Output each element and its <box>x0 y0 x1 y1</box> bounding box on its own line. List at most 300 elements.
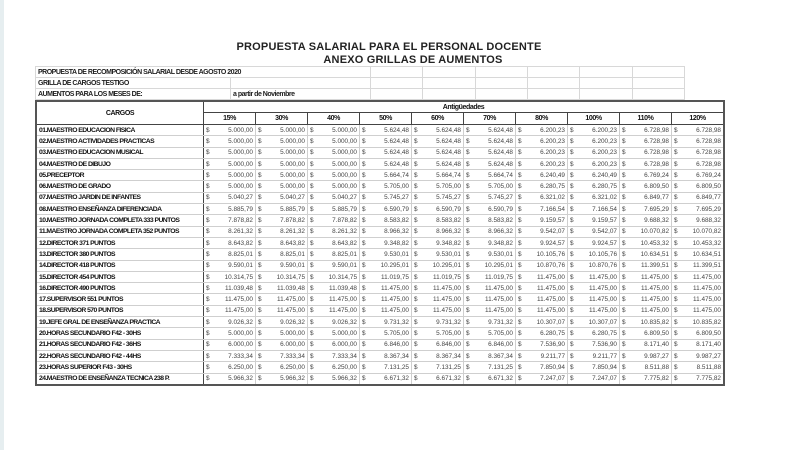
currency-symbol: $ <box>674 250 678 258</box>
salary-value: 8.643,82 <box>228 239 253 247</box>
salary-value: 7.775,82 <box>644 375 669 383</box>
salary-cell <box>204 215 256 226</box>
currency-symbol: $ <box>310 171 314 179</box>
cargo-name: 10.MAESTRO JORNADA COMPLETA 333 PUNTOS <box>36 215 204 226</box>
currency-symbol: $ <box>674 341 678 349</box>
currency-symbol: $ <box>206 137 210 145</box>
salary-value: 5.664,74 <box>436 171 461 179</box>
currency-symbol: $ <box>362 194 366 202</box>
salary-cell <box>412 317 464 328</box>
currency-symbol: $ <box>518 160 522 168</box>
salary-cell <box>620 328 672 339</box>
salary-value: 5.705,00 <box>384 183 409 191</box>
salary-cell <box>620 237 672 248</box>
salary-value: 8.261,32 <box>228 228 253 236</box>
currency-symbol: $ <box>258 307 262 315</box>
currency-symbol: $ <box>466 171 470 179</box>
salary-cell <box>516 283 568 294</box>
salary-cell <box>204 317 256 328</box>
currency-symbol: $ <box>518 329 522 337</box>
currency-symbol: $ <box>622 341 626 349</box>
currency-symbol: $ <box>674 205 678 213</box>
salary-cell <box>516 271 568 282</box>
currency-symbol: $ <box>674 329 678 337</box>
currency-symbol: $ <box>674 262 678 270</box>
cargo-name: 01.MAESTRO EDUCACION FISICA <box>36 125 204 136</box>
salary-value: 7.850,94 <box>540 363 565 371</box>
salary-cell <box>412 125 464 136</box>
currency-symbol: $ <box>570 239 574 247</box>
currency-symbol: $ <box>414 183 418 191</box>
currency-symbol: $ <box>362 296 366 304</box>
salary-cell <box>568 317 620 328</box>
salary-value: 8.825,01 <box>280 250 305 258</box>
salary-value: 11.475,00 <box>433 307 461 315</box>
salary-cell <box>464 271 516 282</box>
currency-symbol: $ <box>570 363 574 371</box>
salary-cell <box>672 271 725 282</box>
salary-value: 11.475,00 <box>589 284 617 292</box>
table-row <box>36 328 724 339</box>
currency-symbol: $ <box>518 262 522 270</box>
salary-cell <box>412 192 464 203</box>
cargo-name: 19.JEFE GRAL DE ENSEÑANZA PRACTICA <box>36 317 204 328</box>
currency-symbol: $ <box>570 329 574 337</box>
currency-symbol: $ <box>206 329 210 337</box>
salary-cell <box>568 260 620 271</box>
salary-value: 11.475,00 <box>641 273 669 281</box>
salary-cell <box>672 125 725 136</box>
salary-value: 9.530,01 <box>384 250 409 258</box>
salary-cell <box>360 294 412 305</box>
salary-cell <box>464 373 516 385</box>
cargo-name: 24.MAESTRO DE ENSEÑANZA TECNICA 238 P. <box>36 373 204 385</box>
salary-value: 7.878,82 <box>280 217 305 225</box>
salary-value: 6.200,23 <box>592 126 617 134</box>
cargo-name: 13.DIRECTOR 380 PUNTOS <box>36 249 204 260</box>
table-row <box>36 350 724 361</box>
document-title: PROPUESTA SALARIAL PARA EL PERSONAL DOCENTE <box>236 41 542 53</box>
salary-value: 8.171,40 <box>696 341 721 349</box>
salary-value: 6.590,79 <box>488 205 513 213</box>
currency-symbol: $ <box>206 250 210 258</box>
salary-cell <box>516 204 568 215</box>
salary-cell <box>568 181 620 192</box>
salary-cell <box>256 271 308 282</box>
table-row <box>36 305 724 316</box>
salary-cell <box>308 317 360 328</box>
currency-symbol: $ <box>466 318 470 326</box>
salary-cell <box>516 317 568 328</box>
currency-symbol: $ <box>622 329 626 337</box>
salary-cell <box>568 158 620 169</box>
salary-value: 6.846,00 <box>488 341 513 349</box>
currency-symbol: $ <box>518 375 522 383</box>
salary-value: 9.348,82 <box>488 239 513 247</box>
salary-cell <box>464 226 516 237</box>
salary-cell <box>308 328 360 339</box>
salary-value: 6.809,50 <box>696 329 721 337</box>
currency-symbol: $ <box>310 239 314 247</box>
salary-cell <box>464 237 516 248</box>
salary-cell <box>204 373 256 385</box>
salary-cell <box>464 204 516 215</box>
currency-symbol: $ <box>570 284 574 292</box>
salary-cell <box>672 136 725 147</box>
salary-value: 5.966,32 <box>228 375 253 383</box>
currency-symbol: $ <box>570 160 574 168</box>
currency-symbol: $ <box>570 205 574 213</box>
currency-symbol: $ <box>310 329 314 337</box>
currency-symbol: $ <box>414 160 418 168</box>
salary-cell <box>256 136 308 147</box>
table-row <box>36 294 724 305</box>
salary-value: 6.728,98 <box>696 160 721 168</box>
salary-value: 10.634,51 <box>640 250 669 258</box>
salary-value: 6.280,75 <box>540 329 565 337</box>
salary-value: 5.664,74 <box>488 171 513 179</box>
currency-symbol: $ <box>414 296 418 304</box>
salary-value: 5.624,48 <box>384 149 409 157</box>
currency-symbol: $ <box>258 329 262 337</box>
table-row <box>36 373 724 385</box>
salary-value: 9.530,01 <box>436 250 461 258</box>
salary-value: 7.695,29 <box>644 205 669 213</box>
salary-cell <box>412 249 464 260</box>
info-months-label: AUMENTOS PARA LOS MESES DE: <box>36 89 231 100</box>
salary-cell <box>672 260 725 271</box>
salary-cell <box>256 226 308 237</box>
salary-value: 6.200,23 <box>592 149 617 157</box>
currency-symbol: $ <box>518 284 522 292</box>
salary-cell <box>568 125 620 136</box>
currency-symbol: $ <box>570 375 574 383</box>
salary-value: 11.475,00 <box>693 307 721 315</box>
cargo-name: 22.HORAS SECUNDARIO F42 - 44HS <box>36 350 204 361</box>
salary-value: 11.475,00 <box>589 296 617 304</box>
salary-value: 5.705,00 <box>436 329 461 337</box>
salary-value: 6.321,02 <box>540 194 565 202</box>
salary-value: 8.825,01 <box>332 250 357 258</box>
salary-value: 9.211,77 <box>540 352 565 360</box>
salary-cell <box>672 294 725 305</box>
salary-cell <box>672 249 725 260</box>
salary-cell <box>672 215 725 226</box>
currency-symbol: $ <box>258 137 262 145</box>
currency-symbol: $ <box>466 296 470 304</box>
salary-cell <box>516 147 568 158</box>
salary-cell <box>672 373 725 385</box>
salary-value: 7.131,25 <box>436 363 461 371</box>
salary-cell <box>464 339 516 350</box>
salary-cell <box>620 226 672 237</box>
salary-value: 6.280,75 <box>592 329 617 337</box>
salary-value: 5.624,48 <box>384 126 409 134</box>
salary-value: 6.250,00 <box>332 363 357 371</box>
salary-cell <box>568 237 620 248</box>
currency-symbol: $ <box>414 284 418 292</box>
salary-cell <box>516 362 568 373</box>
salary-value: 5.040,27 <box>280 194 305 202</box>
salary-cell <box>516 226 568 237</box>
salary-value: 11.475,00 <box>433 284 461 292</box>
salary-cell <box>620 170 672 181</box>
salary-value: 11.475,00 <box>693 273 721 281</box>
cargo-name: 23.HORAS SUPERIOR F43 - 30HS <box>36 362 204 373</box>
currency-symbol: $ <box>258 217 262 225</box>
salary-value: 8.583,82 <box>384 217 409 225</box>
salary-value: 5.000,00 <box>332 183 357 191</box>
salary-value: 5.000,00 <box>228 329 253 337</box>
salary-value: 6.240,49 <box>592 171 617 179</box>
table-row <box>36 362 724 373</box>
currency-symbol: $ <box>466 273 470 281</box>
currency-symbol: $ <box>518 137 522 145</box>
salary-cell <box>672 170 725 181</box>
salary-cell <box>568 271 620 282</box>
salary-cell <box>516 339 568 350</box>
currency-symbol: $ <box>206 239 210 247</box>
currency-symbol: $ <box>310 273 314 281</box>
salary-cell <box>412 350 464 361</box>
salary-cell <box>568 362 620 373</box>
salary-cell <box>204 192 256 203</box>
currency-symbol: $ <box>466 363 470 371</box>
table-row <box>36 283 724 294</box>
currency-symbol: $ <box>310 284 314 292</box>
salary-value: 6.769,24 <box>696 171 721 179</box>
salary-value: 6.671,32 <box>488 375 513 383</box>
currency-symbol: $ <box>622 217 626 225</box>
document-subtitle: ANEXO GRILLAS DE AUMENTOS <box>323 54 503 66</box>
salary-value: 7.333,34 <box>280 352 305 360</box>
salary-value: 11.475,00 <box>485 296 513 304</box>
salary-value: 5.885,79 <box>332 205 357 213</box>
antiguedades-header: Antigüedades <box>204 101 725 113</box>
salary-cell <box>360 339 412 350</box>
currency-symbol: $ <box>362 183 366 191</box>
salary-value: 6.809,50 <box>644 183 669 191</box>
salary-cell <box>516 237 568 248</box>
currency-symbol: $ <box>570 318 574 326</box>
salary-cell <box>516 158 568 169</box>
salary-value: 5.000,00 <box>280 137 305 145</box>
currency-symbol: $ <box>414 307 418 315</box>
salary-value: 5.705,00 <box>488 183 513 191</box>
salary-value: 10.870,76 <box>588 262 617 270</box>
salary-value: 5.705,00 <box>384 329 409 337</box>
salary-value: 9.026,32 <box>332 318 357 326</box>
salary-value: 5.040,27 <box>332 194 357 202</box>
salary-value: 5.000,00 <box>280 160 305 168</box>
salary-cell <box>620 158 672 169</box>
currency-symbol: $ <box>206 341 210 349</box>
salary-cell <box>672 339 725 350</box>
currency-symbol: $ <box>570 273 574 281</box>
salary-cell <box>412 305 464 316</box>
column-header: 50% <box>360 113 412 125</box>
salary-value: 5.624,48 <box>488 126 513 134</box>
cargo-name: 03.MAESTRO EDUCACION MUSICAL <box>36 147 204 158</box>
cargo-name: 17.SUPERVISOR 551 PUNTOS <box>36 294 204 305</box>
salary-cell <box>256 181 308 192</box>
cargo-name: 21.HORAS SECUNDARIO F42 - 36HS <box>36 339 204 350</box>
salary-cell <box>360 271 412 282</box>
salary-cell <box>568 294 620 305</box>
salary-value: 10.453,32 <box>692 239 721 247</box>
currency-symbol: $ <box>674 363 678 371</box>
salary-cell <box>360 373 412 385</box>
salary-value: 9.026,32 <box>228 318 253 326</box>
salary-value: 7.536,90 <box>592 341 617 349</box>
currency-symbol: $ <box>622 228 626 236</box>
currency-symbol: $ <box>622 171 626 179</box>
salary-value: 7.775,82 <box>696 375 721 383</box>
table-row <box>36 136 724 147</box>
salary-cell <box>360 249 412 260</box>
currency-symbol: $ <box>622 205 626 213</box>
currency-symbol: $ <box>310 183 314 191</box>
salary-cell <box>204 249 256 260</box>
salary-value: 5.000,00 <box>280 126 305 134</box>
salary-cell <box>464 294 516 305</box>
salary-value: 9.731,32 <box>384 318 409 326</box>
salary-value: 8.583,82 <box>436 217 461 225</box>
salary-value: 10.105,76 <box>536 250 565 258</box>
salary-cell <box>464 170 516 181</box>
salary-value: 8.643,82 <box>332 239 357 247</box>
currency-symbol: $ <box>622 194 626 202</box>
salary-cell <box>308 249 360 260</box>
salary-value: 9.924,57 <box>592 239 617 247</box>
currency-symbol: $ <box>414 262 418 270</box>
currency-symbol: $ <box>518 341 522 349</box>
currency-symbol: $ <box>258 228 262 236</box>
salary-cell <box>516 373 568 385</box>
salary-value: 11.475,00 <box>485 307 513 315</box>
currency-symbol: $ <box>570 341 574 349</box>
currency-symbol: $ <box>206 307 210 315</box>
salary-value: 10.314,75 <box>328 273 357 281</box>
currency-symbol: $ <box>622 250 626 258</box>
cargo-name: 16.DIRECTOR 490 PUNTOS <box>36 283 204 294</box>
salary-cell <box>620 125 672 136</box>
salary-value: 11.475,00 <box>329 296 357 304</box>
currency-symbol: $ <box>674 375 678 383</box>
salary-cell <box>412 215 464 226</box>
salary-value: 11.399,51 <box>693 262 721 270</box>
salary-value: 11.475,00 <box>537 296 565 304</box>
salary-cell <box>464 158 516 169</box>
salary-value: 6.200,23 <box>540 149 565 157</box>
salary-cell <box>308 237 360 248</box>
currency-symbol: $ <box>206 273 210 281</box>
salary-value: 6.671,32 <box>384 375 409 383</box>
salary-cell <box>464 283 516 294</box>
currency-symbol: $ <box>414 352 418 360</box>
salary-cell <box>204 158 256 169</box>
salary-value: 5.745,27 <box>384 194 409 202</box>
currency-symbol: $ <box>206 205 210 213</box>
salary-cell <box>516 192 568 203</box>
column-header: 100% <box>568 113 620 125</box>
salary-cell <box>256 260 308 271</box>
salary-cell <box>568 136 620 147</box>
currency-symbol: $ <box>570 183 574 191</box>
salary-cell <box>204 271 256 282</box>
salary-value: 6.728,98 <box>644 160 669 168</box>
salary-value: 5.000,00 <box>332 171 357 179</box>
salary-cell <box>412 136 464 147</box>
currency-symbol: $ <box>258 160 262 168</box>
currency-symbol: $ <box>362 329 366 337</box>
salary-cell <box>412 204 464 215</box>
salary-value: 7.247,07 <box>592 375 617 383</box>
salary-cell <box>360 158 412 169</box>
salary-value: 6.200,23 <box>592 137 617 145</box>
salary-cell <box>360 181 412 192</box>
currency-symbol: $ <box>570 137 574 145</box>
currency-symbol: $ <box>414 318 418 326</box>
salary-cell <box>412 294 464 305</box>
salary-value: 11.039,48 <box>225 284 253 292</box>
currency-symbol: $ <box>258 341 262 349</box>
salary-cell <box>360 125 412 136</box>
currency-symbol: $ <box>518 296 522 304</box>
currency-symbol: $ <box>622 137 626 145</box>
currency-symbol: $ <box>258 205 262 213</box>
currency-symbol: $ <box>310 250 314 258</box>
currency-symbol: $ <box>414 375 418 383</box>
salary-value: 6.846,00 <box>436 341 461 349</box>
salary-cell <box>620 350 672 361</box>
salary-value: 11.475,00 <box>381 307 409 315</box>
currency-symbol: $ <box>362 318 366 326</box>
salary-cell <box>256 283 308 294</box>
currency-symbol: $ <box>258 352 262 360</box>
currency-symbol: $ <box>258 250 262 258</box>
salary-cell <box>412 181 464 192</box>
currency-symbol: $ <box>466 352 470 360</box>
currency-symbol: $ <box>414 171 418 179</box>
currency-symbol: $ <box>310 217 314 225</box>
currency-symbol: $ <box>258 318 262 326</box>
salary-value: 7.333,34 <box>228 352 253 360</box>
salary-cell <box>256 373 308 385</box>
salary-cell <box>308 339 360 350</box>
currency-symbol: $ <box>258 363 262 371</box>
salary-value: 10.307,07 <box>588 318 617 326</box>
salary-cell <box>204 328 256 339</box>
currency-symbol: $ <box>362 149 366 157</box>
salary-cell <box>516 136 568 147</box>
currency-symbol: $ <box>206 375 210 383</box>
currency-symbol: $ <box>518 171 522 179</box>
salary-cell <box>620 181 672 192</box>
salary-cell <box>412 328 464 339</box>
currency-symbol: $ <box>674 228 678 236</box>
salary-cell <box>620 373 672 385</box>
header-row-group <box>36 101 724 113</box>
table-row <box>36 181 724 192</box>
salary-cell <box>256 215 308 226</box>
salary-cell <box>620 147 672 158</box>
salary-cell <box>204 170 256 181</box>
cargo-name: 15.DIRECTOR 454 PUNTOS <box>36 271 204 282</box>
currency-symbol: $ <box>622 352 626 360</box>
currency-symbol: $ <box>622 375 626 383</box>
currency-symbol: $ <box>362 307 366 315</box>
